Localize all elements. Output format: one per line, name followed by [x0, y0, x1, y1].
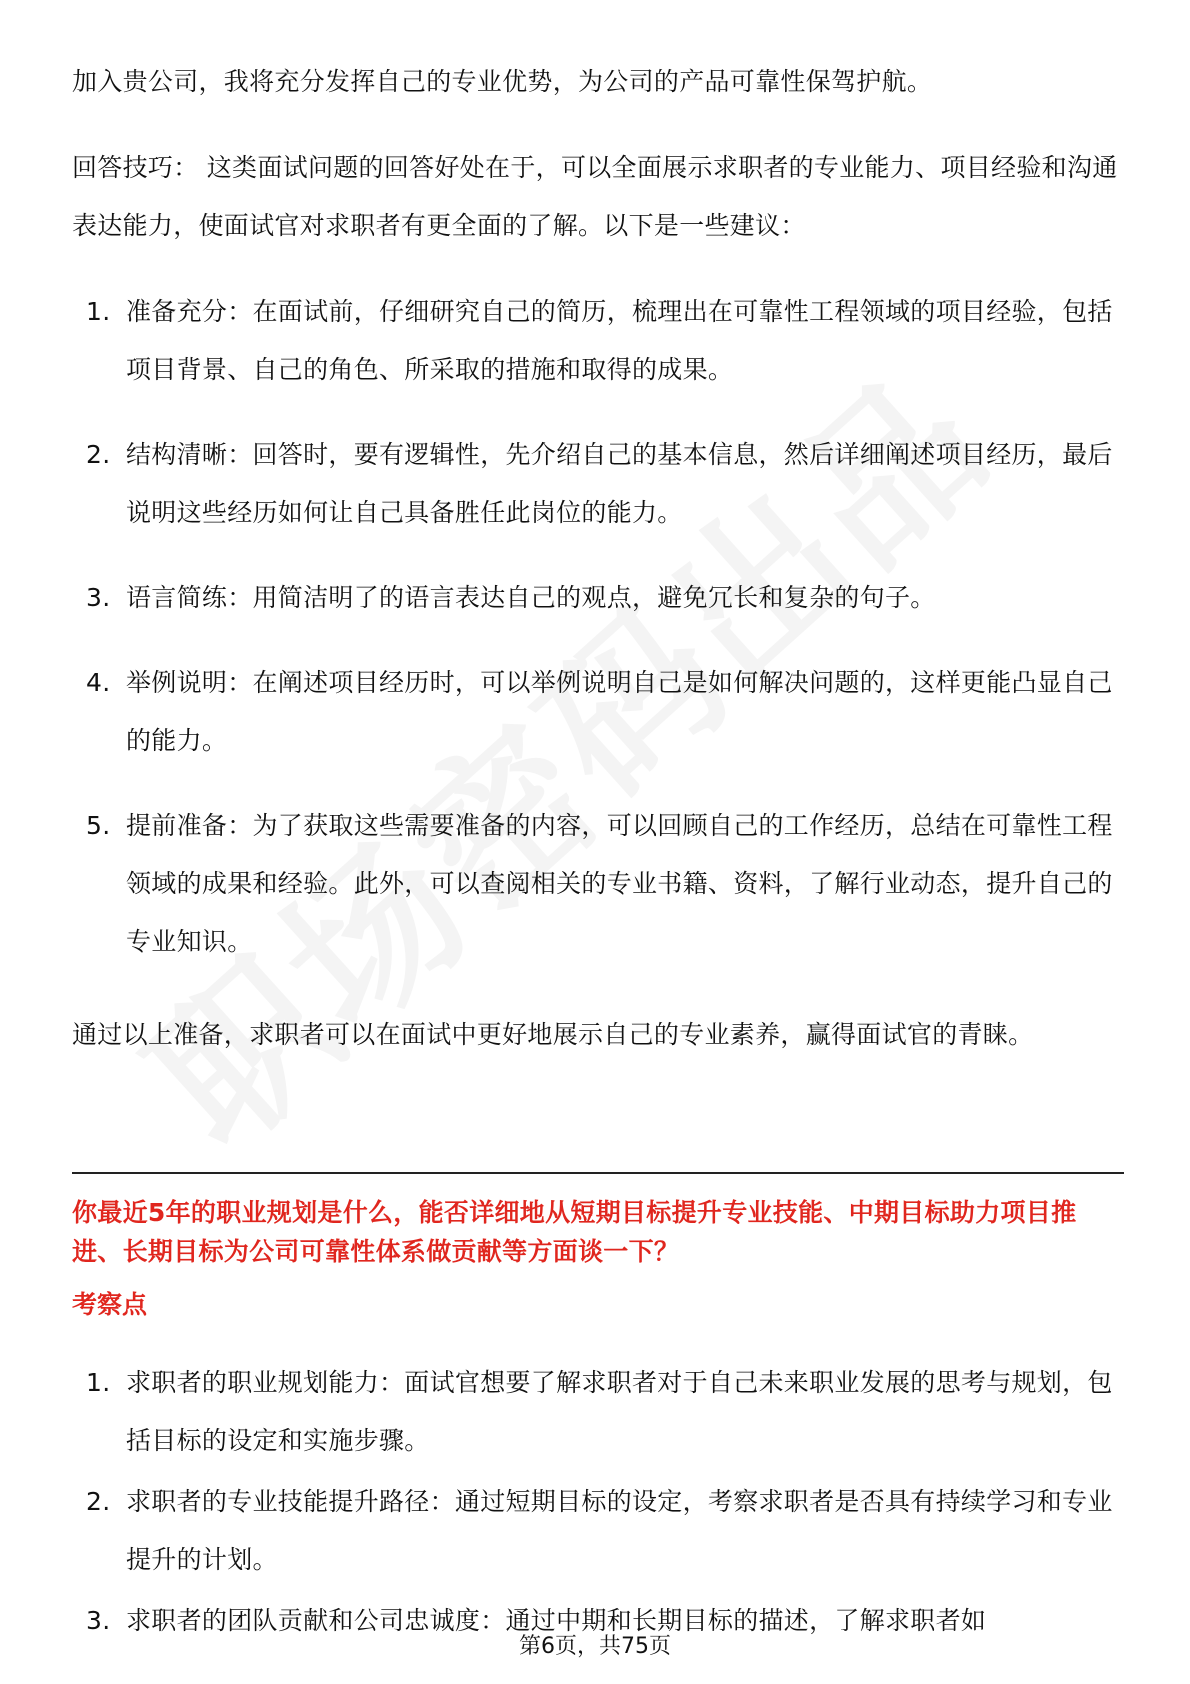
- advice-text: 准备充分：在面试前，仔细研究自己的简历，梳理出在可靠性工程领域的项目经验，包括项目背景、自己的角色、所采取的措施和取得的成果。: [126, 297, 1113, 384]
- advice-text: 提前准备：为了获取这些需要准备的内容，可以回顾自己的工作经历，总结在可靠性工程领域的成果和经验。此外，可以查阅相关的专业书籍、资料，了解行业动态，提升自己的专业知识。: [126, 811, 1113, 956]
- page-footer: 第6页，共75页: [519, 1634, 671, 1659]
- list-number: 2.: [86, 1487, 111, 1516]
- advice-item-1: [72, 283, 1122, 399]
- intro-paragraph: 加入贵公司，我将充分发挥自己的专业优势，为公司的产品可靠性保驾护航。: [72, 67, 933, 96]
- advice-text: 结构清晰：回答时，要有逻辑性，先介绍自己的基本信息，然后详细阐述项目经历，最后说明这些经历如何让自己具备胜任此岗位的能力。: [126, 440, 1113, 527]
- list-number: 1.: [86, 1368, 111, 1397]
- advice-item-2: [72, 426, 1122, 542]
- section-divider: [72, 1172, 1124, 1174]
- interview-question: 你最近5年的职业规划是什么，能否详细地从短期目标提升专业技能、中期目标助力项目推进、长期目标为公司可靠性体系做贡献等方面谈一下？: [72, 1198, 1077, 1266]
- list-number: 5.: [86, 811, 111, 840]
- point-text: 求职者的职业规划能力：面试官想要了解求职者对于自己未来职业发展的思考与规划，包括目标的设定和实施步骤。: [126, 1368, 1113, 1455]
- advice-list: [72, 283, 1122, 998]
- list-number: 4.: [86, 668, 111, 697]
- point-text: 求职者的团队贡献和公司忠诚度：通过中期和长期目标的描述，了解求职者如: [126, 1606, 987, 1635]
- advice-item-4: [72, 654, 1122, 770]
- tips-paragraph: 回答技巧： 这类面试问题的回答好处在于，可以全面展示求职者的专业能力、项目经验和沟通表达能力，使面试官对求职者有更全面的了解。以下是一些建议：: [72, 153, 1118, 240]
- point-text: 求职者的专业技能提升路径：通过短期目标的设定，考察求职者是否具有持续学习和专业提升的计划。: [126, 1487, 1113, 1574]
- list-number: 1.: [86, 297, 111, 326]
- list-number: 3.: [86, 583, 111, 612]
- assessment-points-list: [72, 1354, 1122, 1653]
- advice-text: 语言简练：用简洁明了的语言表达自己的观点，避免冗长和复杂的句子。: [126, 583, 936, 612]
- point-item-1: [72, 1354, 1122, 1470]
- advice-text: 举例说明：在阐述项目经历时，可以举例说明自己是如何解决问题的，这样更能凸显自己的能力。: [126, 668, 1113, 755]
- list-number: 2.: [86, 440, 111, 469]
- list-number: 3.: [86, 1606, 111, 1635]
- advice-item-3: [72, 569, 1122, 627]
- section-label: 考察点: [72, 1290, 148, 1319]
- closing-paragraph: 通过以上准备，求职者可以在面试中更好地展示自己的专业素养，赢得面试官的青睐。: [72, 1020, 1034, 1049]
- point-item-2: [72, 1473, 1122, 1589]
- advice-item-5: [72, 797, 1122, 971]
